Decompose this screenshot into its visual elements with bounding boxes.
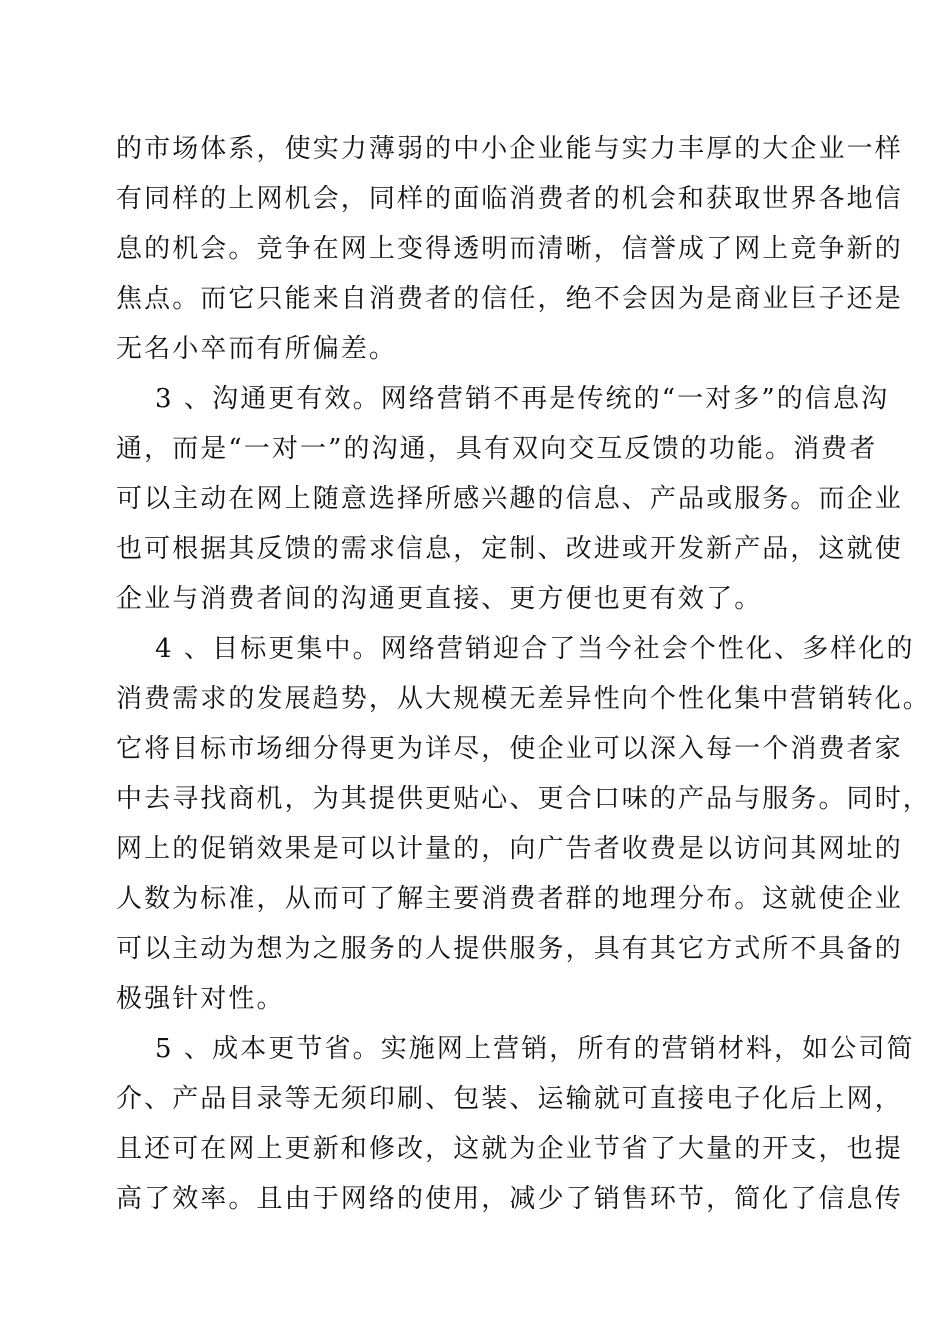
paragraph-line: 企业与消费者间的沟通更直接、更方便也更有效了。 <box>116 584 763 614</box>
paragraph-line: 高了效率。且由于网络的使用，减少了销售环节，简化了信息传 <box>116 1184 903 1214</box>
paragraph-line: 3 、沟通更有效。网络营销不再是传统的“一对多”的信息沟 <box>155 384 890 414</box>
paragraph-line: 可以主动在网上随意选择所感兴趣的信息、产品或服务。而企业 <box>116 484 903 514</box>
paragraph-line: 5 、成本更节省。实施网上营销，所有的营销材料，如公司简 <box>155 1034 915 1064</box>
paragraph-line: 极强针对性。 <box>116 984 285 1014</box>
paragraph-line: 介、产品目录等无须印刷、包装、运输就可直接电子化后上网， <box>116 1084 903 1114</box>
paragraph-line: 且还可在网上更新和修改，这就为企业节省了大量的开支，也提 <box>116 1134 903 1164</box>
paragraph-line: 有同样的上网机会，同样的面临消费者的机会和获取世界各地信 <box>116 184 903 214</box>
paragraph-line: 焦点。而它只能来自消费者的信任，绝不会因为是商业巨子还是 <box>116 284 903 314</box>
paragraph-line: 中去寻找商机，为其提供更贴心、更合口味的产品与服务。同时， <box>116 784 931 814</box>
paragraph-line: 通，而是“一对一”的沟通，具有双向交互反馈的功能。消费者 <box>116 434 878 464</box>
paragraph-line: 无名小卒而有所偏差。 <box>116 334 398 364</box>
paragraph-line: 消费需求的发展趋势，从大规模无差异性向个性化集中营销转化。 <box>116 684 931 714</box>
paragraph-line: 也可根据其反馈的需求信息，定制、改进或开发新产品，这就使 <box>116 534 903 564</box>
paragraph-line: 的市场体系，使实力薄弱的中小企业能与实力丰厚的大企业一样 <box>116 134 903 164</box>
paragraph-line: 息的机会。竞争在网上变得透明而清晰，信誉成了网上竞争新的 <box>116 234 903 264</box>
paragraph-line: 网上的促销效果是可以计量的，向广告者收费是以访问其网址的 <box>116 834 903 864</box>
paragraph-line: 4 、目标更集中。网络营销迎合了当今社会个性化、多样化的 <box>155 634 915 664</box>
paragraph-line: 它将目标市场细分得更为详尽，使企业可以深入每一个消费者家 <box>116 734 903 764</box>
paragraph-line: 人数为标准，从而可了解主要消费者群的地理分布。这就使企业 <box>116 884 903 914</box>
paragraph-line: 可以主动为想为之服务的人提供服务，具有其它方式所不具备的 <box>116 934 903 964</box>
